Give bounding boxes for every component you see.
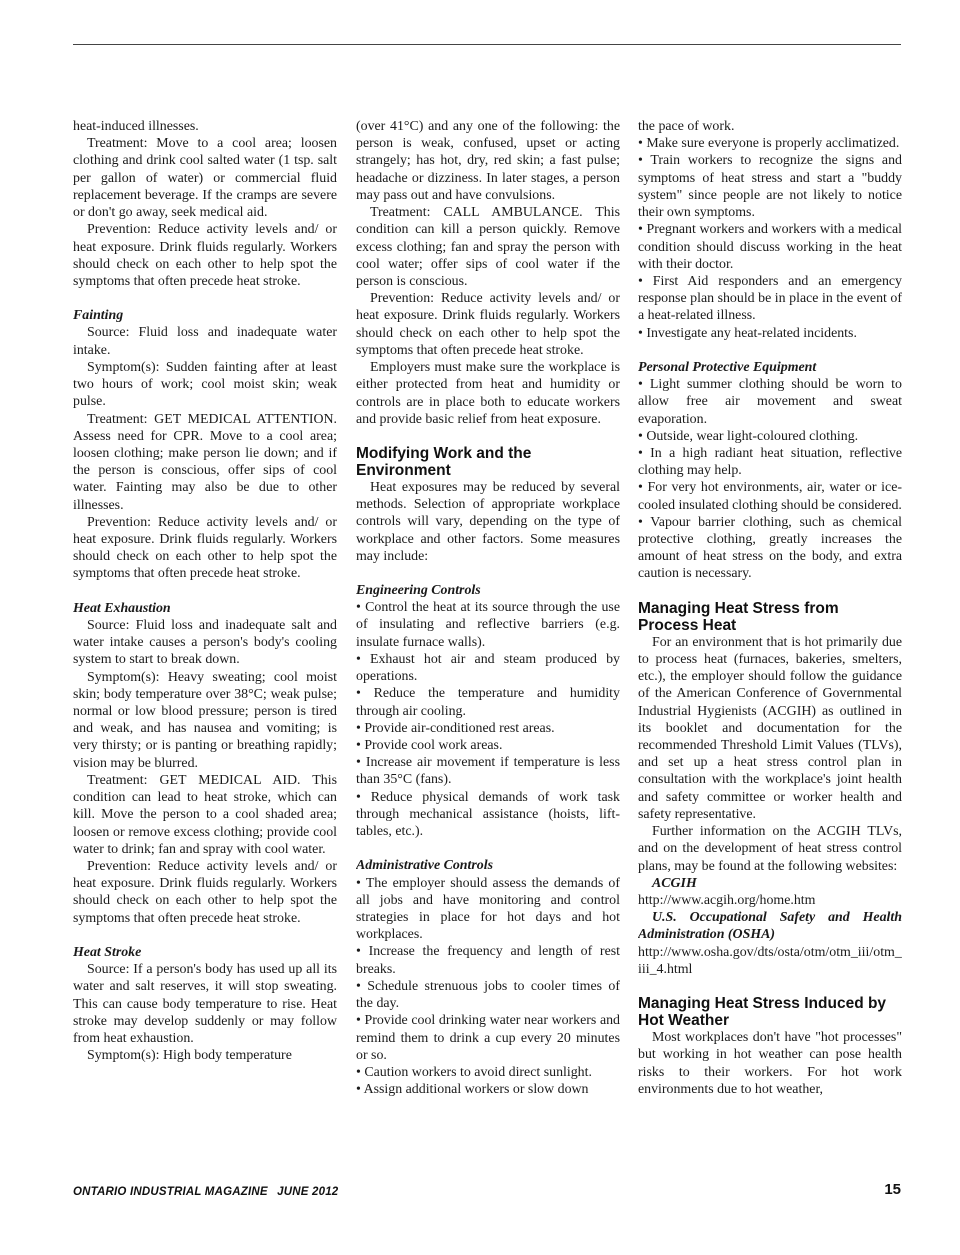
bullet-item: • First Aid responders and an emergency response plan should be in place in the event of a heat-related illness. [638, 273, 902, 324]
paragraph: Most workplaces don't have "hot processes" but working in hot weather can pose health risks to their workers. For hot work environments due to hot weather, [638, 1030, 902, 1097]
bullet-item: • Reduce the temperature and humidity through air cooling. [356, 686, 620, 719]
paragraph: Symptom(s): Sudden fainting after at least two hours of work; cool moist skin; weak pulse. [73, 359, 337, 410]
column-3 [638, 118, 902, 1180]
paragraph: Treatment: CALL AMBULANCE. This condition can kill a person quickly. Remove excess clothing; fan and spray the person with cool water; offer sips of cool water if the person is conscious. [356, 205, 620, 289]
paragraph: Employers must make sure the workplace is either protected from heat and humidity or controls are in place both to educate workers and provide basic relief from heat exposure. [356, 360, 620, 427]
column-1 [73, 118, 337, 1180]
bullet-item: • In a high radiant heat situation, reflective clothing may help. [638, 445, 902, 479]
acgih-link[interactable]: http://www.acgih.org/home.htm [638, 892, 816, 908]
paragraph: Prevention: Reduce activity levels and/ or heat exposure. Drink fluids regularly. Workers should check on each other to help spot the symptoms that often precede heat stroke. [73, 222, 337, 289]
bullet-item: • Provide cool work areas. [356, 738, 503, 753]
bullet-item: • Outside, wear light-coloured clothing. [638, 428, 859, 444]
osha-link[interactable]: http://www.osha.gov/dts/osta/otm/otm_iii/otm_iii_4.html [638, 944, 902, 977]
bullet-item: • Train workers to recognize the signs and symptoms of heat stress and start a "buddy system" since people are not likely to notice their own symptoms. [638, 153, 902, 221]
bullet-item: • Investigate any heat-related incidents. [638, 325, 857, 341]
paragraph: Heat exposures may be reduced by several methods. Selection of appropriate workplace controls will vary, depending on the type of workplace and other factors. Some measures may include: [356, 479, 620, 564]
bullet-item: • Increase the frequency and length of rest breaks. [356, 944, 620, 977]
bullet-item: • Caution workers to avoid direct sunlight. [356, 1064, 592, 1080]
subheading-administrative-controls: Administrative Controls [356, 858, 494, 874]
subheading-fainting: Fainting [73, 308, 124, 324]
paragraph: Treatment: GET MEDICAL ATTENTION. Assess need for CPR. Move to a cool area; loosen clothing; make person lie down; and if the person is conscious, offer sips of cool water. Fainting may also be due to other illnesses. [73, 411, 337, 513]
paragraph: Source: Fluid loss and inadequate water intake. [73, 325, 337, 358]
bullet-item: • Provide air-conditioned rest areas. [356, 720, 555, 736]
bullet-item: • Assign additional workers or slow down [356, 1082, 589, 1098]
bullet-item: • For very hot environments, air, water or ice-cooled insulated clothing should be considered. [638, 480, 902, 513]
footer-magazine-name: ONTARIO INDUSTRIAL MAGAZINE [73, 1186, 268, 1198]
paragraph: (over 41°C) and any one of the following: the person is weak, confused, upset or acting strangely; has hot, dry, red skin; a fast pulse; headache or dizziness. In later stages, a person may pass out and have convulsions. [356, 119, 620, 203]
paragraph: Symptom(s): Heavy sweating; cool moist skin; body temperature over 38°C; weak pulse; normal or low blood pressure; person is tired and weak, and has nausea and vomiting; is very thirsty; or is panting or breathing rapidly; vision may be blurred. [73, 669, 337, 771]
bullet-item: • Reduce physical demands of work task through mechanical assistance (hoists, lift-tables, etc.). [356, 789, 620, 840]
subheading-heat-exhaustion: Heat Exhaustion [73, 600, 171, 616]
bullet-item: • Light summer clothing should be worn to allow free air movement and sweat evaporation. [638, 377, 902, 427]
footer-publication [73, 1186, 344, 1198]
paragraph: For an environment that is hot primarily due to process heat (furnaces, bakeries, smelters, etc.), the employer should follow the guidance of the American Conference of Governmental Industrial Hygienists (ACGIH) as outlined in its booklet and documentation for the recommended Threshold Limit Values (TLVs), and set up a heat stress control plan in consultation with the workplace's joint health and safety committee or worker health and safety representative. [638, 634, 902, 822]
paragraph: heat-induced illnesses. [73, 119, 199, 134]
paragraph: Symptom(s): High body temperature [87, 1048, 292, 1064]
bullet-item: • Exhaust hot air and steam produced by operations. [356, 651, 620, 685]
paragraph: Source: If a person's body has used up all its water and salt reserves, it will stop sweating. This can cause body temperature to rise. Heat stroke may develop suddenly or may follow from heat exhaustion. [73, 962, 337, 1046]
bullet-item: • Provide cool drinking water near workers and remind them to drink a cup every 20 minutes or so. [356, 1013, 620, 1063]
paragraph: Prevention: Reduce activity levels and/ or heat exposure. Drink fluids regularly. Workers should check on each other to help spot the symptoms that often precede heat stroke. [73, 514, 337, 582]
bullet-item: • Pregnant workers and workers with a medical condition should discuss working in the heat with their doctor. [638, 222, 902, 272]
page-number: 15 [884, 1181, 901, 1198]
paragraph: the pace of work. [638, 119, 735, 134]
footer-issue-date: JUNE 2012 [277, 1186, 339, 1198]
paragraph: Source: Fluid loss and inadequate salt and water intake causes a person's body's cooling system to start to break down. [73, 617, 337, 668]
subheading-engineering-controls: Engineering Controls [356, 583, 481, 599]
bullet-item: • Increase air movement if temperature is less than 35°C (fans). [356, 755, 620, 788]
paragraph: Prevention: Reduce activity levels and/ or heat exposure. Drink fluids regularly. Workers should check on each other to help spot the symptoms that often precede heat stroke. [73, 858, 337, 926]
section-heading-process-heat: Managing Heat Stress from Process Heat [638, 599, 839, 634]
bullet-item: • Control the heat at its source through the use of insulating and reflective barriers (e.g. insulate furnace walls). [356, 600, 620, 650]
paragraph: Treatment: Move to a cool area; loosen clothing and drink cool salted water (1 tsp. salt per gallon of water) or commercial fluid replacement beverage. If the cramps are severe or don't go away, seek medical aid. [73, 136, 337, 221]
bullet-item: • Vapour barrier clothing, such as chemical protective clothing, greatly increases the amount of heat stress on the body, and extra caution is necessary. [638, 514, 902, 582]
paragraph: Treatment: GET MEDICAL AID. This condition can lead to heat stroke, which can kill. Move the person to a cool shaded area; loosen or remove excess clothing; provide cool water to drink; fan and spray with cool water. [73, 772, 337, 857]
paragraph: Prevention: Reduce activity levels and/ or heat exposure. Drink fluids regularly. Workers should check on each other to help spot the symptoms that often precede heat stroke. [356, 291, 620, 358]
column-2 [356, 118, 620, 1180]
subheading-heat-stroke: Heat Stroke [73, 944, 142, 960]
paragraph: Further information on the ACGIH TLVs, and on the development of heat stress control plans, may be found at the following websites: [638, 824, 902, 874]
section-heading-hot-weather: Managing Heat Stress Induced by Hot Weather [638, 995, 887, 1030]
bullet-item: • Schedule strenuous jobs to cooler times of the day. [356, 978, 620, 1012]
section-heading-modifying-work: Modifying Work and the Environment [356, 444, 532, 479]
osha-label: U.S. Occupational Safety and Health Administration (OSHA) [638, 910, 902, 943]
acgih-label: ACGIH [652, 875, 697, 891]
bullet-item: • Make sure everyone is properly acclimatized. [638, 136, 900, 152]
header-rule [73, 44, 901, 45]
subheading-personal-protective-equipment: Personal Protective Equipment [638, 359, 817, 375]
bullet-item: • The employer should assess the demands of all jobs and have monitoring and control strategies in place for hot days and hot workplaces. [356, 875, 620, 943]
